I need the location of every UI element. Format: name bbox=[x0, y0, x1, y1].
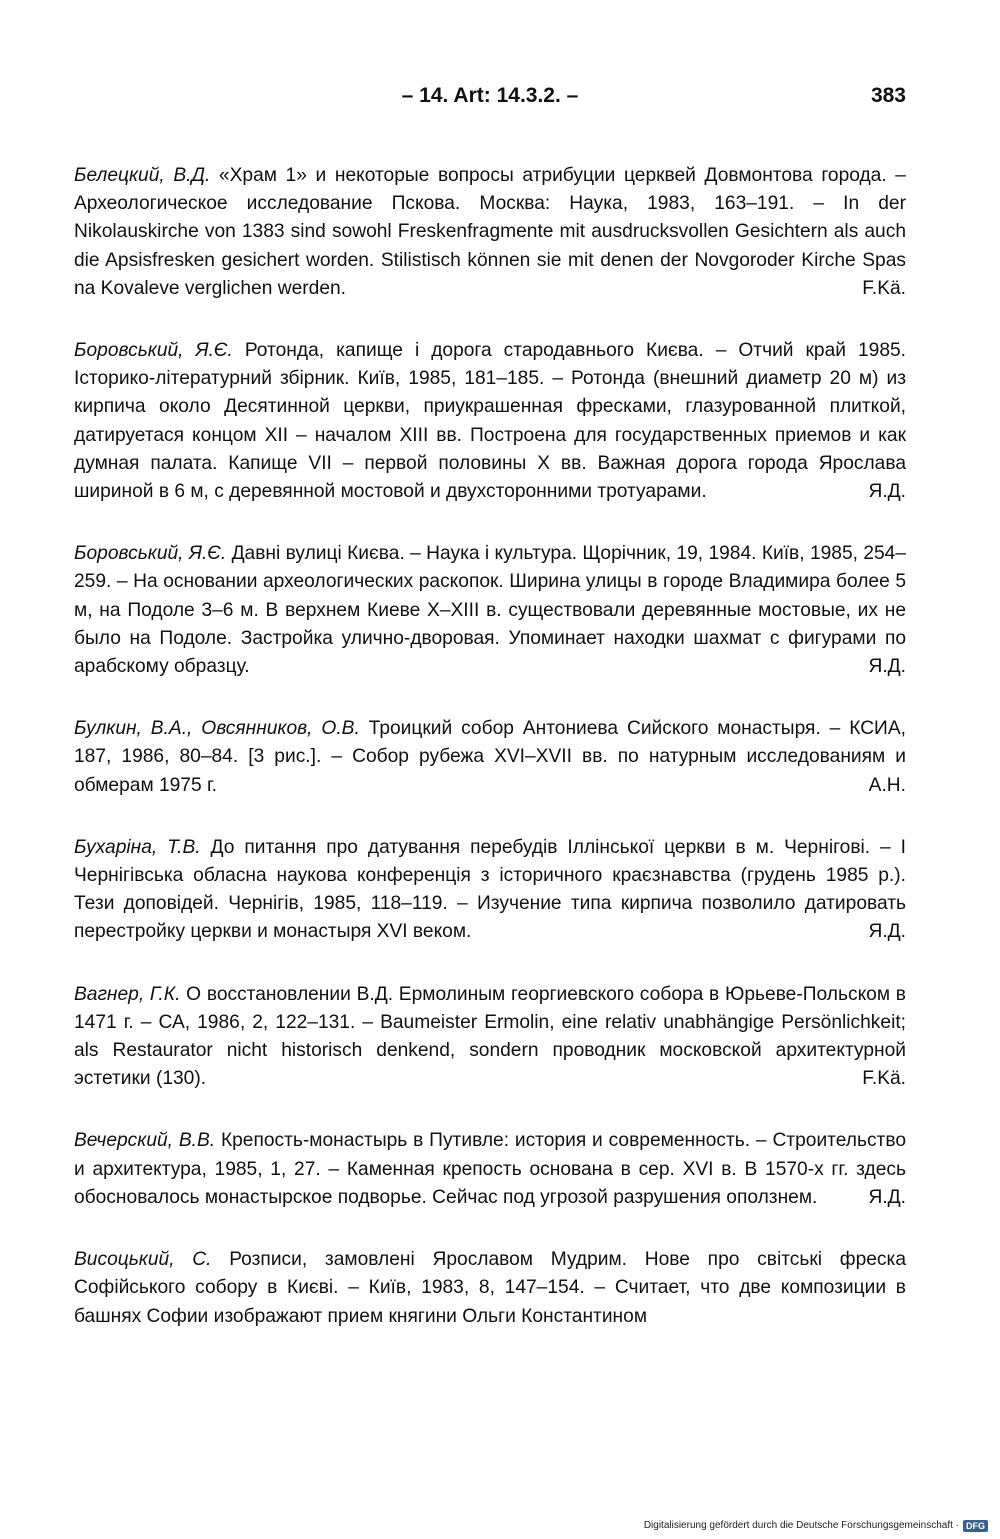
entry-author: Бухаріна, Т.В. bbox=[74, 836, 201, 858]
entry-reviewer: F.Kä. bbox=[862, 277, 906, 299]
bibliography-entry bbox=[74, 981, 906, 1094]
entry-author: Боровський, Я.Є. bbox=[74, 543, 227, 565]
bibliography-entry bbox=[74, 715, 906, 800]
entry-author: Вагнер, Г.К. bbox=[74, 983, 181, 1005]
entry-reviewer: Я.Д. bbox=[868, 1186, 906, 1208]
entry-author: Висоцький, С. bbox=[74, 1249, 212, 1271]
entry-reviewer: Я.Д. bbox=[868, 656, 906, 678]
entry-reviewer: А.Н. bbox=[868, 774, 906, 796]
bibliography-entry bbox=[74, 834, 906, 947]
entry-reviewer: Я.Д. bbox=[868, 921, 906, 943]
entry-text: До питання про датування перебудів Іллінської церкви в м. Чернігові. – І Чернігівська обласна наукова конференція з історичного краєзнавства (грудень 1985 р.). Тези доповідей. Чернігів, 1985, 118–119. – Изучение типа кирпича позволило датировать перестройку церкви и монастыря XVI веком. bbox=[74, 836, 907, 943]
bibliography-entry bbox=[74, 337, 906, 506]
entry-author: Боровський, Я.Є. bbox=[74, 340, 233, 362]
entry-reviewer: Я.Д. bbox=[868, 481, 906, 503]
bibliography-entry bbox=[74, 1127, 906, 1212]
entry-text: Троицкий собор Антониева Сийского монастыря. – КСИА, 187, 1986, 80–84. [3 рис.]. – Собор рубежа XVI–XVII вв. по натурным исследованиям и обмерам 1975 г. bbox=[74, 718, 906, 796]
entry-text: Ротонда, капище і дорога стародавнього Києва. – Отчий край 1985. Історико-літературний збірник. Київ, 1985, 181–185. – Ротонда (внешний диаметр 20 м) из кирпича около Десятинной церкви, приукрашенная фресками, глазурованной плиткой, датируетася концом XII – началом XIII вв. Построена для государственных приемов и как думная палата. Капище VII – первой половины X вв. Важная дорога города Ярослава шириной в 6 м, с деревянной мостовой и двухсторонними тротуарами. bbox=[74, 340, 906, 503]
bibliography-entries bbox=[74, 162, 906, 1331]
footer-text: Digitalisierung gefördert durch die Deutsche Forschungsgemeinschaft · bbox=[643, 1520, 959, 1531]
entry-text: «Храм 1» и некоторые вопросы атрибуции церквей Довмонтова города. – Археологическое исследование Пскова. Москва: Наука, 1983, 163–191. – In der Nikolauskirche von 1383 sind sowohl Freskenfragmente mit ausdrucksvollen Gesichtern als auch die Apsisfresken gesichert worden. Stilistisch können sie mit denen der Novgoroder Kirche Spas na Kovaleve verglichen werden. bbox=[74, 165, 906, 299]
entry-author: Вечерский, В.В. bbox=[74, 1130, 216, 1152]
entry-reviewer: F.Kä. bbox=[862, 1068, 906, 1090]
dfg-logo: DFG bbox=[963, 1520, 988, 1532]
entry-author: Белецкий, В.Д. bbox=[74, 165, 211, 186]
page-number: 383 bbox=[870, 84, 906, 107]
entry-text: Крепость-монастырь в Путивле: история и современность. – Строительство и архитектура, 1985, 1, 27. – Каменная крепость основана в сер. XVI в. В 1570-х гг. здесь обосновалось монастырское подворье. Сейчас под угрозой разрушения оползнем. bbox=[74, 1130, 906, 1208]
entry-text: Розписи, замовлені Ярославом Мудрим. Нове про світські фреска Софійського собору в Києві. – Київ, 1983, 8, 147–154. – Считает, что две композиции в башнях Софии изображают прием княгини Ольги Константином bbox=[74, 1249, 906, 1327]
bibliography-entry bbox=[74, 162, 906, 303]
digitization-footer bbox=[644, 1519, 988, 1533]
entry-text: Давні вулиці Києва. – Наука і культура. Щорічник, 19, 1984. Київ, 1985, 254–259. – На основании археологических раскопок. Ширина улицы в городе Владимира более 5 м, на Подоле 3–6 м. В верхнем Киеве X–XIII в. существовали деревянные мостовые, их не было на Подоле. Застройка улично-дворовая. Упоминает находки шахмат с фигурами по арабскому образцу. bbox=[74, 543, 907, 678]
bibliography-entry bbox=[74, 540, 906, 681]
entry-text: О восстановлении В.Д. Ермолиным георгиевского собора в Юрьеве-Польском в 1471 г. – СА, 1986, 2, 122–131. – Baumeister Ermolin, eine relativ unabhängige Persönlichkeit; als Restaurator nicht historisch denkend, sondern проводник московской архитектурной эстетики (130). bbox=[74, 983, 906, 1090]
section-title: – 14. Art: 14.3.2. – bbox=[401, 84, 579, 107]
bibliography-entry bbox=[74, 1246, 906, 1331]
running-head bbox=[74, 80, 906, 112]
entry-author: Булкин, В.А., Овсянников, О.В. bbox=[74, 718, 360, 740]
